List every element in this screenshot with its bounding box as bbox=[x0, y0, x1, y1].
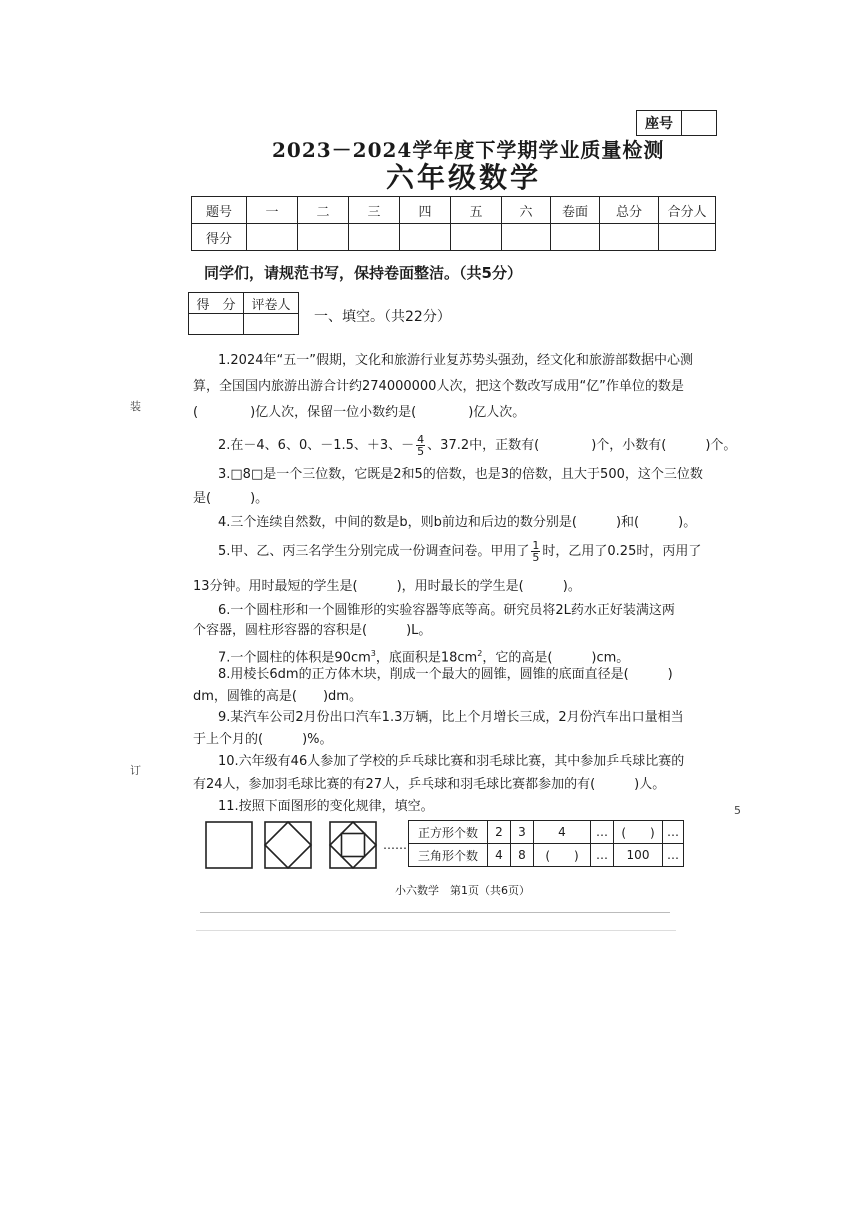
score-cell: 题号 bbox=[192, 197, 247, 224]
score-table bbox=[191, 196, 716, 251]
superscript-two: 2 bbox=[477, 649, 483, 658]
question-7-text-b: ，底面积是18cm bbox=[375, 650, 478, 666]
exam-title-top: 2023－2024学年度下学期学业质量检测 bbox=[272, 138, 665, 162]
score-cell: 卷面 bbox=[551, 197, 600, 224]
question-7 bbox=[218, 645, 629, 667]
question-1-line-2: 算，全国国内旅游出游合计约274000000人次，把这个数改写成用“亿”作单位的数是 bbox=[193, 379, 684, 394]
question-8-line-1: 8.用棱长6dm的正方体木块，削成一个最大的圆锥，圆锥的底面直径是( ) bbox=[218, 667, 673, 682]
pattern-cell: … bbox=[591, 821, 614, 844]
page-footer: 小六数学 第1页（共6页） bbox=[395, 884, 530, 897]
score-cell: 四 bbox=[400, 197, 451, 224]
question-3-line-2: 是( )。 bbox=[193, 491, 269, 506]
score-input-cell[interactable] bbox=[247, 224, 298, 251]
grader-score-label: 得 分 bbox=[189, 293, 244, 314]
grader-name-label: 评卷人 bbox=[244, 293, 299, 314]
fraction-one-fifth bbox=[531, 540, 540, 563]
superscript-three: 3 bbox=[370, 649, 376, 658]
pattern-cell: 2 bbox=[488, 821, 511, 844]
score-row-label: 得分 bbox=[192, 224, 247, 251]
pattern-cell: … bbox=[663, 821, 684, 844]
pattern-row-triangles bbox=[409, 844, 684, 867]
fraction-numerator: 1 bbox=[532, 539, 540, 552]
grader-name-blank[interactable] bbox=[244, 314, 299, 335]
pattern-row-squares bbox=[409, 821, 684, 844]
score-input-cell[interactable] bbox=[600, 224, 659, 251]
fraction-four-fifths bbox=[416, 434, 425, 457]
score-cell: 三 bbox=[349, 197, 400, 224]
question-6-line-2: 个容器，圆柱形容器的容积是( )L。 bbox=[193, 623, 432, 638]
question-11: 11.按照下面图形的变化规律，填空。 bbox=[218, 799, 434, 814]
seat-number-blank[interactable] bbox=[682, 111, 716, 133]
score-input-cell[interactable] bbox=[551, 224, 600, 251]
score-input-cell[interactable] bbox=[400, 224, 451, 251]
question-1-line-1: 1.2024年“五一”假期，文化和旅游行业复苏势头强劲，经文化和旅游部数据中心测 bbox=[218, 353, 693, 368]
pattern-figure-1 bbox=[204, 820, 256, 872]
score-input-cell[interactable] bbox=[502, 224, 551, 251]
margin-mark-top: 装 bbox=[130, 400, 141, 413]
margin-mark-middle: 订 bbox=[130, 764, 141, 777]
pattern-figure-3 bbox=[328, 820, 380, 872]
question-6-line-1: 6.一个圆柱形和一个圆锥形的实验容器等底等高。研究员将2L药水正好装满这两 bbox=[218, 603, 675, 618]
pattern-cell: 正方形个数 bbox=[409, 821, 488, 844]
score-input-cell[interactable] bbox=[659, 224, 716, 251]
fraction-denominator: 5 bbox=[532, 551, 540, 564]
score-input-cell[interactable] bbox=[451, 224, 502, 251]
score-table-header-row bbox=[192, 197, 716, 224]
question-7-text-c: ，它的高是( )cm。 bbox=[482, 650, 630, 666]
scan-artifact-line bbox=[200, 912, 670, 913]
fraction-denominator: 5 bbox=[417, 445, 425, 458]
pattern-answer-cell[interactable]: ( ) bbox=[614, 821, 663, 844]
section-one-title: 一、填空。（共22分） bbox=[314, 309, 451, 325]
question-9-line-2: 于上个月的( )%。 bbox=[193, 732, 333, 747]
scan-artifact-line bbox=[196, 930, 676, 931]
pattern-answer-cell[interactable]: ( ) bbox=[534, 844, 591, 867]
question-5-line-1 bbox=[218, 540, 701, 563]
question-7-text-a: 7.一个圆柱的体积是90cm bbox=[218, 650, 371, 666]
question-3-line-1: 3.□8□是一个三位数，它既是2和5的倍数，也是3的倍数，且大于500，这个三位数 bbox=[218, 467, 703, 482]
pattern-cell: 4 bbox=[488, 844, 511, 867]
pattern-cell: 三角形个数 bbox=[409, 844, 488, 867]
exam-title-main: 六年级数学 bbox=[386, 161, 542, 194]
pattern-figure-2 bbox=[263, 820, 315, 872]
pattern-ellipsis: …… bbox=[383, 838, 407, 852]
question-2-text-a: 2.在－4、6、0、－1.5、＋3、－ bbox=[218, 438, 415, 453]
neatness-note: 同学们，请规范书写，保持卷面整洁。（共5分） bbox=[204, 264, 522, 282]
score-cell: 二 bbox=[298, 197, 349, 224]
question-5-text-b: 时，乙用了0.25时，丙用了 bbox=[542, 544, 702, 559]
grader-score-blank[interactable] bbox=[189, 314, 244, 335]
pattern-cell: 8 bbox=[511, 844, 534, 867]
margin-mark-right: 5 bbox=[734, 804, 741, 817]
question-4: 4.三个连续自然数，中间的数是b，则b前边和后边的数分别是( )和( )。 bbox=[218, 515, 697, 530]
fraction-numerator: 4 bbox=[417, 433, 425, 446]
pattern-cell: 3 bbox=[511, 821, 534, 844]
question-10-line-2: 有24人，参加羽毛球比赛的有27人，乒乓球和羽毛球比赛都参加的有( )人。 bbox=[193, 777, 666, 792]
question-8-line-2: dm，圆锥的高是( )dm。 bbox=[193, 689, 362, 704]
seat-number-box bbox=[636, 110, 717, 136]
score-input-cell[interactable] bbox=[298, 224, 349, 251]
question-5-line-2: 13分钟。用时最短的学生是( )，用时最长的学生是( )。 bbox=[193, 579, 581, 594]
question-5-text-a: 5.甲、乙、丙三名学生分别完成一份调查问卷。甲用了 bbox=[218, 544, 530, 559]
score-cell: 六 bbox=[502, 197, 551, 224]
seat-number-label: 座号 bbox=[637, 111, 682, 135]
pattern-cell: 100 bbox=[614, 844, 663, 867]
question-10-line-1: 10.六年级有46人参加了学校的乒乓球比赛和羽毛球比赛，其中参加乒乓球比赛的 bbox=[218, 754, 685, 769]
pattern-cell: … bbox=[663, 844, 684, 867]
question-1-line-3: ( )亿人次，保留一位小数约是( )亿人次。 bbox=[193, 405, 526, 420]
score-table-score-row bbox=[192, 224, 716, 251]
score-cell: 合分人 bbox=[659, 197, 716, 224]
pattern-table bbox=[408, 820, 684, 867]
grader-table bbox=[188, 292, 299, 335]
pattern-cell: 4 bbox=[534, 821, 591, 844]
question-9-line-1: 9.某汽车公司2月份出口汽车1.3万辆，比上个月增长三成，2月份汽车出口量相当 bbox=[218, 710, 684, 725]
score-input-cell[interactable] bbox=[349, 224, 400, 251]
question-2-text-b: 、37.2中，正数有( )个，小数有( )个。 bbox=[427, 438, 737, 453]
score-cell: 五 bbox=[451, 197, 502, 224]
score-cell: 一 bbox=[247, 197, 298, 224]
score-cell: 总分 bbox=[600, 197, 659, 224]
question-2 bbox=[218, 434, 736, 457]
pattern-cell: … bbox=[591, 844, 614, 867]
